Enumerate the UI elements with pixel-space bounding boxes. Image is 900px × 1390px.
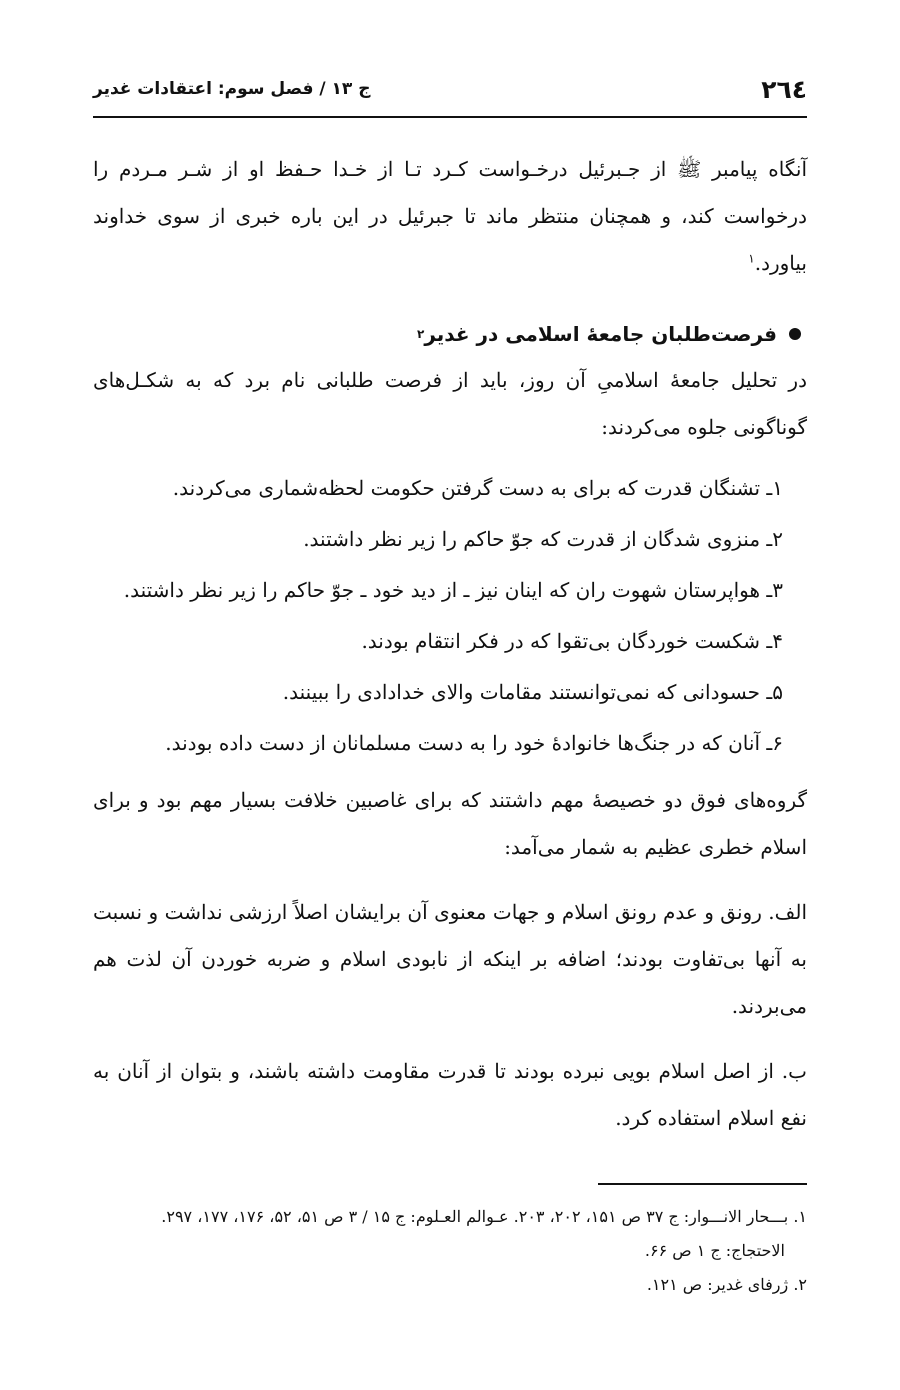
groups-paragraph: گروه‌های فوق دو خصیصهٔ مهم داشتند که برای غاصبین خلافت بسیار مهم بود و برای اسلام خطری عظیم به شمار می‌آمد: — [93, 788, 807, 859]
intro-text: آنگاه پیامبر ﷺ از جـبرئیل درخـواست کـرد تـا از خـدا حـفظ او از شـر مـردم را درخواست کند، و همچنان منتظر ماند تا جبرئیل در این باره خبری از سوی خداوند بیاورد. — [93, 157, 807, 275]
section-heading: فرصت‌طلبان جامعهٔ اسلامی در غدیر ۲ — [93, 311, 807, 357]
analysis-paragraph: در تحلیل جامعهٔ اسلامیِ آن روز، باید از فرصت طلبانی نام برد که به شکـل‌های گوناگونی جلوه می‌کردند: — [93, 368, 807, 439]
footnotes — [93, 1200, 807, 1302]
footnote-rule — [598, 1183, 807, 1185]
section-heading-text: فرصت‌طلبان جامعهٔ اسلامی در غدیر — [424, 322, 777, 346]
footnote-1-continued: الاحتجاج: ج ۱ ص ۶۶. — [644, 1241, 785, 1260]
list-item: ۳ـ هواپرستان شهوت ران که اینان نیز ـ از دید خود ـ جوّ حاکم را زیر نظر داشتند. — [123, 578, 783, 602]
alef-paragraph: الف. رونق و عدم رونق اسلام و جهات معنوی آن برایشان اصلاً ارزشی نداشت و نسبت به آنها بی‌تفاوت بودند؛ اضافه بر اینکه از نابودی اسلام و ضربه خوردن آن لذت هم می‌بردند. — [93, 900, 807, 1018]
list-item: ۴ـ شکست خوردگان بی‌تقوا که در فکر انتقام بودند. — [361, 629, 783, 653]
page-body — [93, 146, 807, 1142]
footnote-ref-1[interactable]: ۱ — [748, 251, 755, 266]
intro-paragraph — [93, 146, 807, 287]
page-header — [93, 74, 807, 104]
header-rule — [93, 116, 807, 118]
list-item: ۱ـ تشنگان قدرت که برای به دست گرفتن حکومت لحظه‌شماری می‌کردند. — [172, 476, 783, 500]
running-head: ج ۱۳ / فصل سوم: اعتقادات غدیر — [93, 79, 371, 99]
footnote-1: ۱. بـــحار الانـــوار: ج ۳۷ ص ۱۵۱، ۲۰۲، ۲۰۳. عـوالم العـلوم: ج ۱۵ / ۳ ص ۵۱، ۵۲، ۱۷۶، ۱۷۷، ۲۹۷. — [161, 1207, 807, 1226]
list-item: ۵ـ حسودانی که نمی‌توانستند مقامات والای خدادادی را ببینند. — [282, 680, 783, 704]
list-item: ۶ـ آنان که در جنگ‌ها خانوادهٔ خود را به دست مسلمانان از دست داده بودند. — [165, 731, 783, 755]
bullet-icon — [789, 328, 801, 340]
footnote-2: ۲. ژرفای غدیر: ص ۱۲۱. — [646, 1275, 807, 1294]
opportunist-list — [93, 463, 807, 769]
list-item: ۲ـ منزوی شدگان از قدرت که جوّ حاکم را زیر نظر داشتند. — [303, 527, 783, 551]
page-number: ۲٦٤ — [761, 74, 807, 104]
be-paragraph: ب. از اصل اسلام بویی نبرده بودند تا قدرت مقاومت داشته باشند، و بتوان از آنان به نفع اسلام استفاده کرد. — [93, 1059, 807, 1130]
